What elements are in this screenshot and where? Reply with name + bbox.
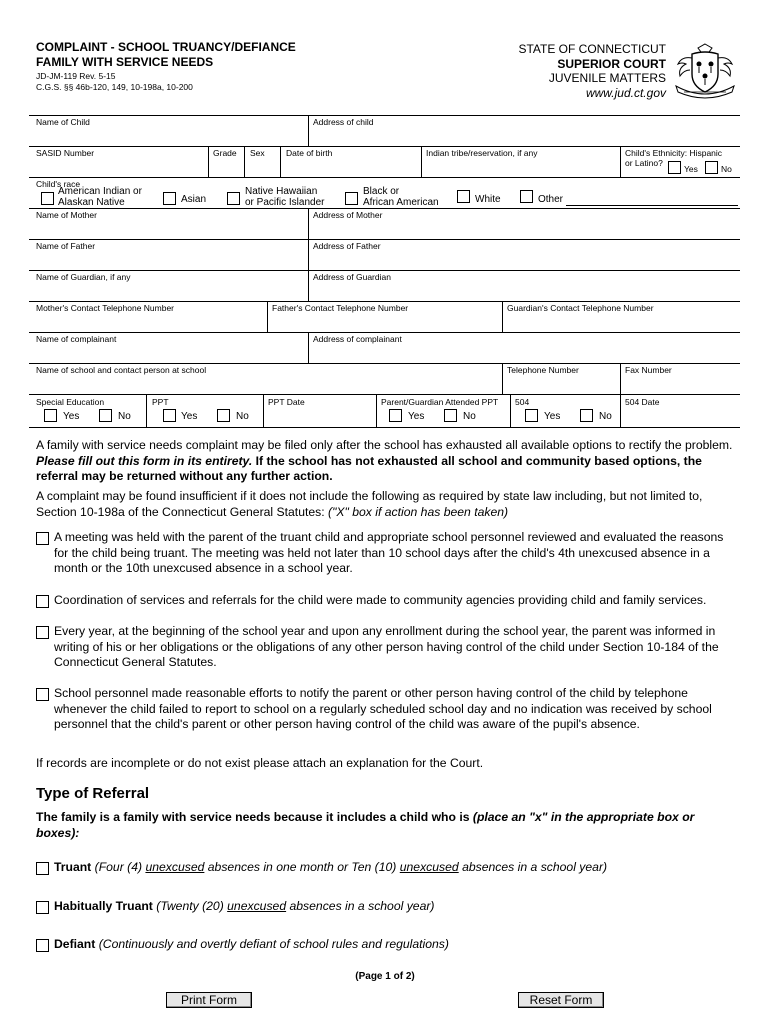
- race-asian-label: Asian: [181, 194, 207, 205]
- intro-paragraph-2: A complaint may be found insufficient if it does not include the following as required by state law including, but not limited to, Section 10-198a of the Connecticut General Statutes: ("X" box if action has been taken): [36, 489, 703, 519]
- requirement-coordination-checkbox[interactable]: [36, 595, 49, 608]
- ppt-label: PPT: [152, 397, 169, 407]
- special-ed-no-label: No: [118, 411, 131, 422]
- referral-habitual-text: Habitually Truant (Twenty (20) unexcused absences in a school year): [54, 899, 435, 913]
- requirement-meeting-checkbox[interactable]: [36, 532, 49, 545]
- fax-label: Fax Number: [625, 365, 672, 375]
- ppt-yes-label: Yes: [181, 411, 198, 422]
- special-ed-no-checkbox[interactable]: [99, 409, 112, 422]
- race-white-checkbox[interactable]: [457, 190, 470, 203]
- referral-habitual-checkbox[interactable]: [36, 901, 49, 914]
- form-title-line1: COMPLAINT - SCHOOL TRUANCY/DEFIANCE: [36, 40, 296, 54]
- section-504-label: 504: [515, 397, 530, 407]
- name-of-father-label: Name of Father: [36, 241, 96, 251]
- ethnicity-label-line1: Child's Ethnicity: Hispanic: [625, 148, 723, 158]
- grade-label: Grade: [213, 148, 237, 158]
- court-name: SUPERIOR COURT: [557, 56, 666, 71]
- guardian-phone-label: Guardian's Contact Telephone Number: [507, 303, 654, 313]
- reset-form-button[interactable]: Reset Form: [518, 992, 604, 1008]
- requirement-notice-checkbox[interactable]: [36, 626, 49, 639]
- referral-truant-checkbox[interactable]: [36, 862, 49, 875]
- tribe-label: Indian tribe/reservation, if any: [426, 148, 538, 158]
- address-of-guardian-label: Address of Guardian: [313, 272, 391, 282]
- court-header: [518, 42, 666, 100]
- page-number: (Page 1 of 2): [355, 971, 415, 982]
- name-of-mother-label: Name of Mother: [36, 210, 97, 220]
- dob-label: Date of birth: [286, 148, 333, 158]
- referral-truant-text: Truant (Four (4) unexcused absences in one month or Ten (10) unexcused absences in a school year): [54, 860, 608, 874]
- name-of-child-label: Name of Child: [36, 117, 90, 127]
- parent-attended-yes-checkbox[interactable]: [389, 409, 402, 422]
- referral-heading: Type of Referral: [36, 785, 150, 802]
- special-ed-yes-label: Yes: [63, 411, 80, 422]
- requirement-notification-checkbox[interactable]: [36, 688, 49, 701]
- intro-paragraph-1: A family with service needs complaint may be filed only after the school has exhausted all available options to rectify the problem. Please fill out this form in its entirety. If the school has not exhausted all school and community based options, the referral may be returned without any further action.: [36, 438, 733, 483]
- ppt-yes-checkbox[interactable]: [163, 409, 176, 422]
- race-other-label: Other: [538, 194, 564, 205]
- records-note: If records are incomplete or do not exist please attach an explanation for the Court.: [36, 756, 484, 770]
- race-american-indian-checkbox[interactable]: [41, 192, 54, 205]
- s504-no-checkbox[interactable]: [580, 409, 593, 422]
- form-statutes: C.G.S. §§ 46b-120, 149, 10-198a, 10-200: [36, 82, 193, 92]
- requirement-notification-text: School personnel made reasonable efforts to notify the parent or other person having control of the child by telephone whenever the child failed to report to school on a regularly scheduled school day and no indication was received by school personnel that the child's parent or other person having control of the child was aware of the pupil's absence.: [54, 686, 712, 731]
- s504-yes-label: Yes: [544, 411, 561, 422]
- race-label: Child's race: [36, 179, 81, 189]
- sex-label: Sex: [250, 148, 265, 158]
- ppt-date-label: PPT Date: [268, 397, 305, 407]
- referral-defiant-text: Defiant (Continuously and overtly defiant of school rules and regulations): [54, 937, 449, 951]
- race-black-label: Black or African American: [363, 186, 439, 208]
- ethnicity-label-line2: or Latino?: [625, 158, 663, 168]
- mother-phone-label: Mother's Contact Telephone Number: [36, 303, 175, 313]
- connecticut-seal-icon: [672, 40, 738, 100]
- sasid-label: SASID Number: [36, 148, 95, 158]
- race-other-line: [566, 205, 738, 206]
- referral-intro: The family is a family with service needs because it includes a child who is (place an "x" in the appropriate box or boxes):: [36, 810, 695, 840]
- parent-attended-yes-label: Yes: [408, 411, 425, 422]
- telephone-label: Telephone Number: [507, 365, 579, 375]
- race-white-label: White: [475, 194, 501, 205]
- s504-no-label: No: [599, 411, 612, 422]
- division-name: JUVENILE MATTERS: [548, 71, 666, 85]
- special-education-label: Special Education: [36, 397, 105, 407]
- address-of-child-label: Address of child: [313, 117, 374, 127]
- requirement-notice-text: Every year, at the beginning of the school year and upon any enrollment during the school year, the parent was informed in writing of his or her obligations or the obligations of any other person having control of the child under Section 10-184 of the Connecticut General Statutes.: [54, 624, 719, 669]
- form-number: JD-JM-119 Rev. 5-15: [36, 71, 116, 81]
- state-name: STATE OF CONNECTICUT: [518, 42, 666, 56]
- form-title: [36, 40, 296, 70]
- section-504-date-label: 504 Date: [625, 397, 660, 407]
- form-title-line2: FAMILY WITH SERVICE NEEDS: [36, 55, 214, 69]
- ethnicity-yes-label: Yes: [684, 164, 698, 174]
- ethnicity-no-checkbox[interactable]: [705, 161, 718, 174]
- race-native-hawaiian-checkbox[interactable]: [227, 192, 240, 205]
- address-of-mother-label: Address of Mother: [313, 210, 383, 220]
- parent-attended-no-label: No: [463, 411, 476, 422]
- requirement-coordination-text: Coordination of services and referrals for the child were made to community agencies providing child and family services.: [54, 593, 707, 607]
- race-asian-checkbox[interactable]: [163, 192, 176, 205]
- special-ed-yes-checkbox[interactable]: [44, 409, 57, 422]
- father-phone-label: Father's Contact Telephone Number: [272, 303, 409, 313]
- referral-defiant-checkbox[interactable]: [36, 939, 49, 952]
- address-of-complainant-label: Address of complainant: [313, 334, 402, 344]
- race-other-checkbox[interactable]: [520, 190, 533, 203]
- ppt-no-label: No: [236, 411, 249, 422]
- school-contact-label: Name of school and contact person at school: [36, 365, 207, 375]
- ethnicity-yes-checkbox[interactable]: [668, 161, 681, 174]
- parent-attended-ppt-label: Parent/Guardian Attended PPT: [381, 397, 499, 407]
- ppt-no-checkbox[interactable]: [217, 409, 230, 422]
- ethnicity-no-label: No: [721, 164, 732, 174]
- s504-yes-checkbox[interactable]: [525, 409, 538, 422]
- name-of-guardian-label: Name of Guardian, if any: [36, 272, 131, 282]
- website: www.jud.ct.gov: [585, 85, 666, 100]
- race-american-indian-label: American Indian or Alaskan Native: [58, 186, 142, 208]
- race-black-checkbox[interactable]: [345, 192, 358, 205]
- print-form-button[interactable]: Print Form: [166, 992, 252, 1008]
- address-of-father-label: Address of Father: [313, 241, 381, 251]
- parent-attended-no-checkbox[interactable]: [444, 409, 457, 422]
- requirement-meeting-text: A meeting was held with the parent of the truant child and appropriate school personnel reviewed and evaluated the reasons for the child being truant. The meeting was held not later than 10 school days after the child's 4th unexcused absence in a month or the 10th unexcused absence in a school year.: [54, 530, 724, 575]
- race-native-hawaiian-label: Native Hawaiian or Pacific Islander: [245, 186, 325, 208]
- name-of-complainant-label: Name of complainant: [36, 334, 117, 344]
